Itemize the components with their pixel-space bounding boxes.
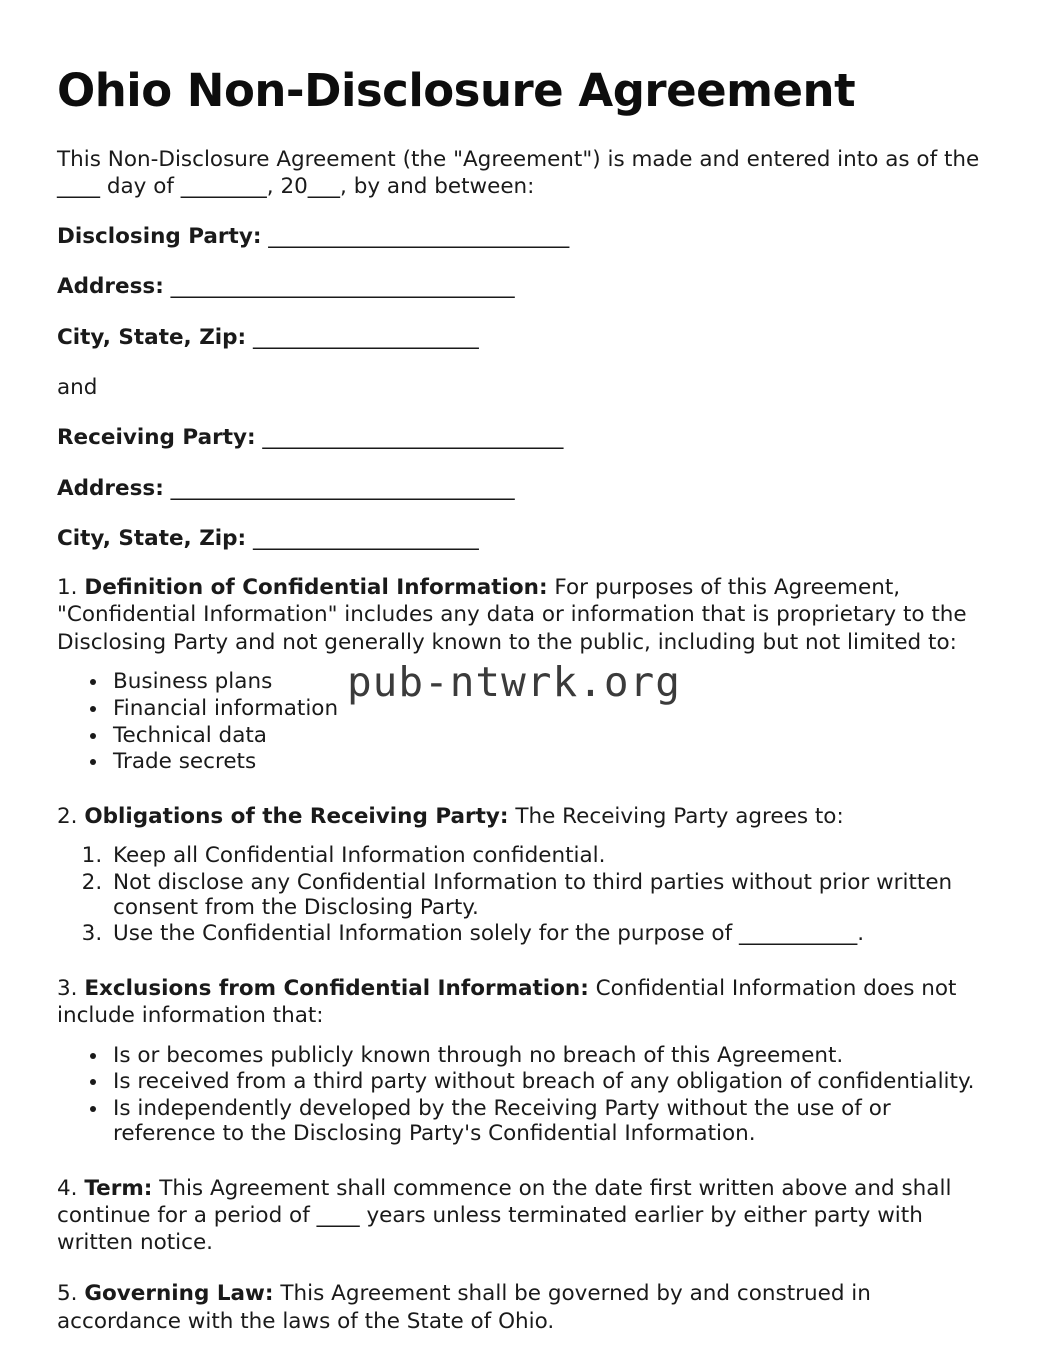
receiving-party-city-label: City, State, Zip:: [57, 525, 247, 551]
disclosing-party-city-blank[interactable]: _____________________: [246, 324, 479, 350]
section-3-list: [57, 1030, 993, 1147]
list-item: • Trade secrets: [109, 750, 993, 775]
site-watermark: pub-ntwrk.org: [347, 658, 681, 706]
section-3-number: 3.: [57, 976, 85, 1002]
list-item: • Financial information: [109, 697, 993, 722]
disclosing-party-address-label: Address:: [57, 274, 164, 300]
receiving-party-address-blank[interactable]: ________________________________: [163, 475, 515, 501]
section-1-number: 1.: [57, 575, 85, 601]
receiving-party-city-blank[interactable]: _____________________: [246, 525, 479, 551]
disclosing-party-city-label: City, State, Zip:: [57, 324, 247, 350]
section-3-body: Confidential Information does not include information that:: [57, 976, 957, 1029]
section-1-paragraph: [57, 552, 993, 656]
disclosing-party-name-blank[interactable]: ____________________________: [261, 224, 570, 250]
list-item: • Technical data: [109, 724, 993, 749]
list-item: • Is received from a third party without breach of any obligation of confidentiality.: [109, 1070, 993, 1095]
section-4-body: This Agreement shall commence on the date first written above and shall continue for a period of ____ years unless terminated earlier by either party with written notice.: [57, 1175, 952, 1256]
section-3-paragraph: [57, 949, 993, 1030]
list-item: 3. Use the Confidential Information solely for the purpose of ___________.: [109, 922, 993, 947]
section-2-body: The Receiving Party agrees to:: [508, 803, 844, 829]
section-5-heading: Governing Law:: [84, 1281, 274, 1307]
section-2-heading: Obligations of the Receiving Party:: [84, 803, 509, 829]
section-2-number: 2.: [57, 803, 85, 829]
section-5-paragraph: [57, 1256, 993, 1335]
section-5-body: This Agreement shall be governed by and construed in accordance with the laws of the State of Ohio.: [57, 1281, 871, 1334]
and-connector: and: [57, 374, 98, 400]
receiving-party-address-label: Address:: [57, 475, 164, 501]
page-title: Ohio Non-Disclosure Agreement: [57, 64, 856, 117]
section-3-heading: Exclusions from Confidential Information:: [84, 976, 589, 1002]
disclosing-party-address-field: [57, 250, 993, 300]
receiving-party-name-label: Receiving Party:: [57, 425, 256, 451]
list-item: 2. Not disclose any Confidential Information to third parties without prior written consent from the Disclosing Party.: [109, 871, 993, 920]
disclosing-party-name-field: [57, 200, 993, 250]
list-item: • Is or becomes publicly known through no breach of this Agreement.: [109, 1044, 993, 1069]
receiving-party-city-field: [57, 502, 993, 552]
section-1-body: For purposes of this Agreement, "Confidential Information" includes any data or information that is proprietary to the Disclosing Party and not generally known to the public, including but not limited to:: [57, 575, 967, 655]
disclosing-party-name-label: Disclosing Party:: [57, 224, 262, 250]
section-2-paragraph: [57, 777, 993, 830]
disclosing-party-city-field: [57, 301, 993, 351]
list-item: • Business plans: [109, 670, 993, 695]
receiving-party-address-field: [57, 452, 993, 502]
document-body: [57, 0, 993, 1335]
disclosing-party-address-blank[interactable]: ________________________________: [163, 274, 515, 300]
receiving-party-name-blank[interactable]: ____________________________: [255, 425, 564, 451]
section-4-heading: Term:: [84, 1175, 153, 1201]
intro-paragraph: This Non-Disclosure Agreement (the "Agreement") is made and entered into as of the ____ day of ________, 20___, by and between:: [57, 146, 980, 199]
list-item: 1. Keep all Confidential Information confidential.: [109, 844, 993, 869]
section-2-list: [57, 830, 993, 947]
receiving-party-name-field: [57, 401, 993, 451]
section-1-list: [57, 656, 993, 775]
list-item: • Is independently developed by the Receiving Party without the use of or reference to the Disclosing Party's Confidential Information.: [109, 1097, 993, 1146]
section-5-number: 5.: [57, 1281, 85, 1307]
section-4-paragraph: [57, 1149, 993, 1257]
section-4-number: 4.: [57, 1175, 85, 1201]
section-1-heading: Definition of Confidential Information:: [84, 575, 548, 601]
